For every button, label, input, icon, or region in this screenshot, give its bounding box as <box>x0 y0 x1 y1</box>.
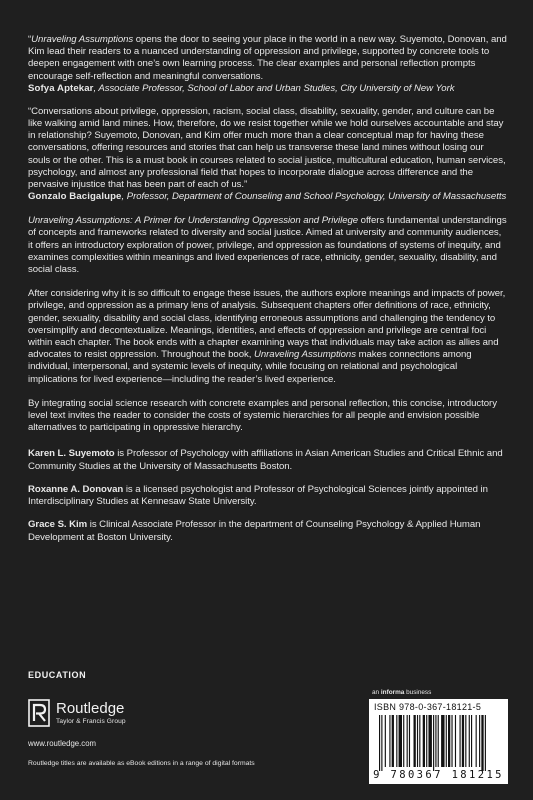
barcode-bar <box>462 715 464 767</box>
endorsement-1 <box>28 34 507 95</box>
barcode-bar <box>471 715 472 767</box>
informa-tagline: an informa business <box>372 689 432 696</box>
barcode-bar <box>381 715 382 771</box>
barcode <box>369 699 508 784</box>
barcode-bar <box>396 715 397 767</box>
barcode-bar <box>419 715 420 767</box>
barcode-bar <box>460 715 461 767</box>
barcode-bar <box>385 715 386 767</box>
barcode-bar <box>481 715 483 771</box>
endorser-affiliation: , Associate Professor, School of Labor and Urban Studies, City University of New York <box>93 82 455 94</box>
barcode-bar <box>465 715 466 767</box>
barcode-bar <box>448 715 450 767</box>
barcode-bar <box>438 715 439 767</box>
barcode-bar <box>469 715 470 767</box>
cover-text <box>28 34 507 544</box>
barcode-bar <box>392 715 394 767</box>
description-paragraph-1: Unraveling Assumptions: A Primer for Understanding Oppression and Privilege offers fundamental understandings of concepts and frameworks related to diversity and social justice. Aimed at university and community audiences, it offers an introductory exploration of power, privilege, and oppression as foundations of systems of inequity, and examines complexities within meanings and lived experiences of race, ethnicity, gender, sexuality, disability, and social class. <box>28 215 507 276</box>
barcode-bar <box>441 715 444 767</box>
barcode-bar <box>417 715 418 767</box>
barcode-bar <box>414 715 416 767</box>
subject-category: EDUCATION <box>28 670 87 680</box>
barcode-bar <box>455 715 456 767</box>
description-paragraph-2: After considering why it is so difficult to engage these issues, the authors explore meanings and impacts of power, privilege, and oppression as a primary lens of analysis. Subsequent chapters offer definitions of race, ethnicity, gender, sexuality, disability and social class, identifying erroneous assumptions and challenging the tendency to oversimplify and decontextualize. Meanings, identities, and effects of oppression and privilege are central foci within each chapter. The book ends with a chapter examining ways that individuals may take action as allies and advocates to resist oppression. Throughout the book, Unraveling Assumptions makes connections among individual, interpersonal, and systemic levels of inequity, while focusing on relational and psychological implications for lived experience—including the reader’s lived experience. <box>28 288 506 385</box>
endorser-name: Gonzalo Bacigalupe <box>28 191 122 203</box>
endorsement-2-text: “Conversations about privilege, oppression, racism, social class, disability, sexuality, gender, and culture can be like walking amid land mines. How, therefore, do we resist together while we hold ourselves accountable and stay in relationship? Suyemoto, Donovan, and Kim offer much more than a clear conceptual map for having these conversations, offering resources and stories that can help us transverse these land mines without losing our souls or the other. This is a must book in courses related to social justice, multicultural education, human services, psychology, and almost any professional field that hopes to incorporate dialogue across difference and the pervasive injustice that has been part of each of us.” <box>28 105 506 191</box>
barcode-bar <box>409 715 410 767</box>
barcode-digits: 9 780367 181215 <box>373 769 504 781</box>
book-full-title: Unraveling Assumptions: A Primer for Understanding Oppression and Privilege <box>28 215 359 227</box>
author-bio: Karen L. Suyemoto is Professor of Psychology with affiliations in Asian American Studies and Critical Ethnic and Community Studies at the University of Massachusetts Boston. <box>28 448 503 472</box>
barcode-bar <box>476 715 477 767</box>
barcode-bar <box>423 715 425 767</box>
endorsement-2 <box>28 106 507 203</box>
barcode-bar <box>389 715 390 767</box>
endorsement-1-text: “Unraveling Assumptions opens the door to seeing your place in the world in a new way. Suyemoto, Donovan, and Kim lead their readers to a nuanced understanding of oppression and privilege, supported by concrete tools to deepen engagement with one’s own learning process. The clear examples and personal reflection prompts encourage self-reflection and meaningful conversations. <box>28 34 507 82</box>
barcode-bar <box>433 715 434 771</box>
ebook-note: Routledge titles are available as eBook editions in a range of digital formats <box>28 760 255 767</box>
publisher-url: www.routledge.com <box>28 739 97 748</box>
barcode-bar <box>407 715 408 767</box>
author-bio: Grace S. Kim is Clinical Associate Professor in the department of Counseling Psychology & Applied Human Development at Boston University. <box>28 519 481 543</box>
barcode-bars <box>379 715 498 771</box>
barcode-bar <box>485 715 486 771</box>
author-bio: Roxanne A. Donovan is a licensed psychologist and Professor of Psychological Sciences jointly appointed in Interdisciplinary Studies at Kennesaw State University. <box>28 483 488 508</box>
endorsement-1-attribution <box>28 83 507 95</box>
author-name: Karen L. Suyemoto <box>28 448 115 460</box>
description-paragraph-3: By integrating social science research with concrete examples and personal reflection, this concise, introductory level text invites the reader to consider the costs of systemic hierarchies for all people and envision possible alternatives to participating in oppressive hierarchy. <box>28 397 497 434</box>
barcode-bar <box>479 715 480 767</box>
publisher-name: Routledge <box>56 700 125 717</box>
barcode-bar <box>379 715 380 771</box>
routledge-r-icon <box>28 699 50 727</box>
author-name: Roxanne A. Donovan <box>28 483 124 495</box>
barcode-bar <box>399 715 402 767</box>
book-title: Unraveling Assumptions <box>31 34 134 45</box>
endorser-affiliation: , Professor, Department of Counseling and School Psychology, University of Massachusetts <box>121 191 507 203</box>
publisher-group: Taylor & Francis Group <box>56 718 126 725</box>
publisher-logo <box>28 699 126 727</box>
barcode-bar <box>403 715 404 767</box>
barcode-bar <box>428 715 431 767</box>
endorser-name: Sofya Aptekar <box>28 82 94 94</box>
endorsement-2-attribution <box>28 191 507 203</box>
barcode-bar <box>435 715 436 767</box>
barcode-bar <box>426 715 427 767</box>
barcode-bar <box>446 715 447 767</box>
author-name: Grace S. Kim <box>28 519 88 531</box>
isbn-label: ISBN 978-0-367-18121-5 <box>374 702 482 712</box>
barcode-bar <box>451 715 452 767</box>
